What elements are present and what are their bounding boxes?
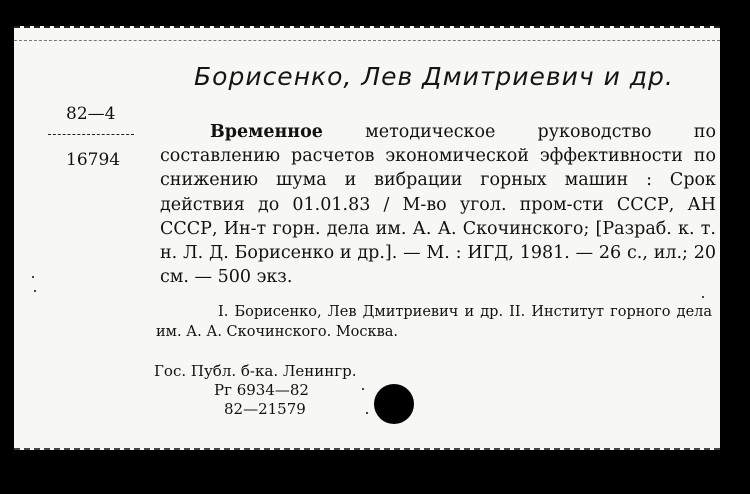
speck xyxy=(702,296,704,298)
call-number: 82—4 xyxy=(66,104,116,124)
tracings-text: I. Борисенко, Лев Дмитриевич и др. II. Институт горного дела им. А. А. Скочинского. Москва. xyxy=(156,304,712,340)
record-number: 82—21579 xyxy=(224,400,306,418)
bibliographic-description xyxy=(160,120,716,289)
title-lead: Временное xyxy=(210,122,323,142)
catalog-card xyxy=(14,26,720,450)
tracings xyxy=(156,302,712,342)
speck xyxy=(32,276,34,278)
ink-stamp-mark xyxy=(374,384,414,424)
speck xyxy=(34,290,36,292)
speck xyxy=(366,412,368,414)
top-divider xyxy=(14,40,720,41)
speck xyxy=(362,388,364,390)
holding-library xyxy=(154,362,356,419)
library-name: Гос. Публ. б-ка. Ленингр. xyxy=(154,362,357,380)
description-text: методическое руководство по составлению расчетов экономической эффективности по снижению шума и вибрации горных машин : Срок действия до 01.01.83 / М-во угол. пром-сти СССР, АН СССР, Ин-т горн. дела им. А. А. Скочинского; [Разраб. к. т. н. Л. Д. Борисенко и др.]. — М. : ИГД, 1981. — 26 с., ил.; 20 см. — 500 экз. xyxy=(160,122,716,288)
accession-number: 16794 xyxy=(66,150,121,170)
handwritten-heading: Борисенко, Лев Дмитриевич и др. xyxy=(194,62,674,91)
shelf-mark: Рг 6934—82 xyxy=(214,381,309,399)
call-number-divider xyxy=(48,134,134,135)
